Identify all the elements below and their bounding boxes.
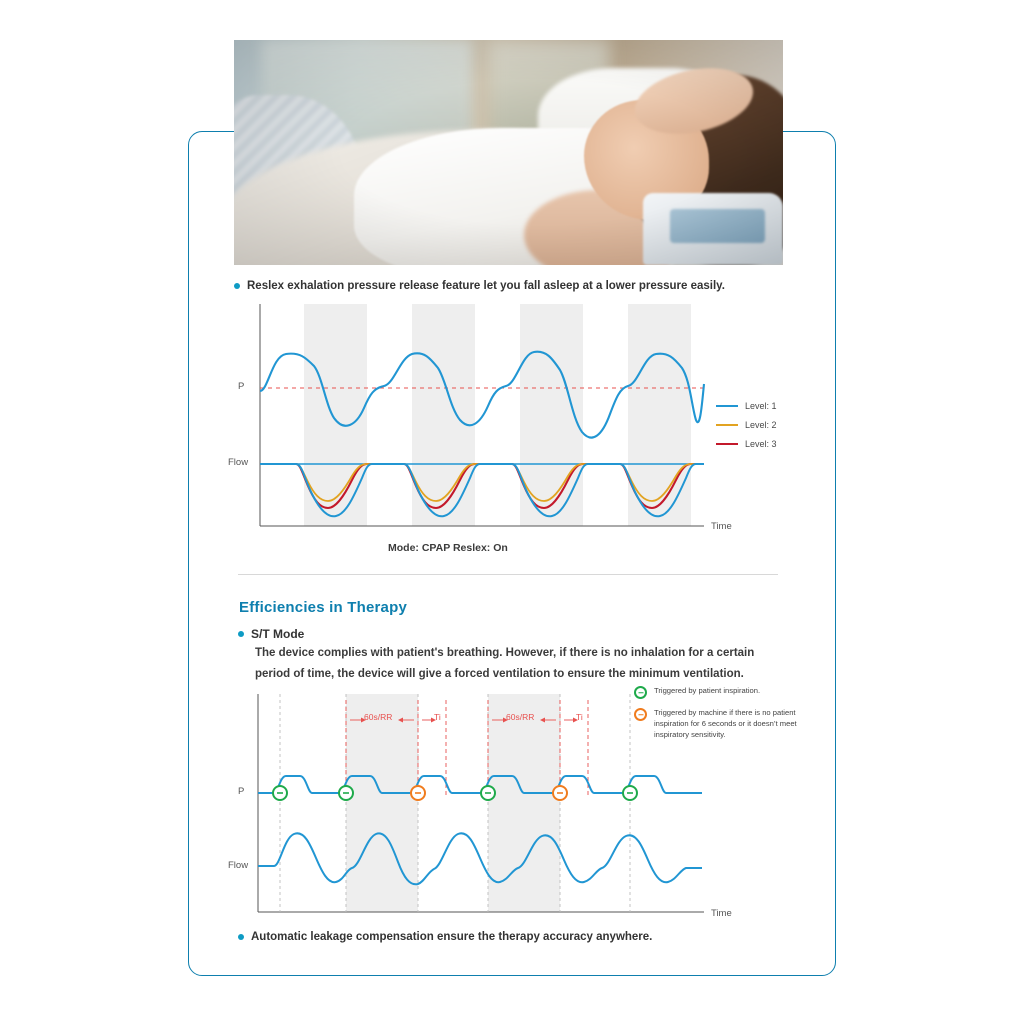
- marker-machine-trigger-1: [411, 786, 425, 800]
- bullet-dot-icon: [234, 283, 240, 289]
- reslex-chart-svg: [234, 296, 794, 546]
- marker-patient-trigger-2: [339, 786, 353, 800]
- st-mode-label: S/T Mode: [251, 627, 305, 641]
- bullet-st-mode: [238, 626, 304, 643]
- legend-item-level1: [716, 401, 777, 411]
- st-mode-chart: [228, 686, 804, 933]
- annotation-60s-rr-1: 60s/RR: [364, 712, 393, 722]
- legend-label-level1: Level: 1: [745, 401, 777, 411]
- legend-label-level2: Level: 2: [745, 420, 777, 430]
- marker-patient-trigger-3: [481, 786, 495, 800]
- note-machine-trigger-text: Triggered by machine if there is no patient inspiration for 6 seconds or it doesn’t meet inspiratory sensitivity.: [654, 708, 797, 739]
- bullet-leakage-text: Automatic leakage compensation ensure the therapy accuracy anywhere.: [251, 931, 653, 943]
- hero-vignette: [234, 40, 783, 265]
- bullet-reslex-text: Reslex exhalation pressure release feature let you fall asleep at a lower pressure easily.: [247, 280, 725, 292]
- chart1-xlabel-time: Time: [711, 521, 732, 532]
- st-mode-notes: [634, 685, 809, 748]
- legend-swatch-level2: [716, 424, 738, 426]
- legend-item-level3: [716, 439, 777, 449]
- chart2-ylabel-pressure: P: [238, 786, 245, 797]
- shaded-bands: [304, 304, 691, 526]
- st-mode-paragraph: The device complies with patient's breathing. However, if there is no inhalation for a certain period of time, the device will give a forced ventilation to ensure the minimum ventilation.: [255, 647, 755, 681]
- marker-patient-trigger-1: [273, 786, 287, 800]
- bullet-reslex: [234, 278, 794, 295]
- hero-photo: [234, 40, 783, 265]
- st-guide-lines: [280, 694, 630, 912]
- chart1-caption: Mode: CPAP Reslex: On: [388, 542, 508, 554]
- legend-swatch-level1: [716, 405, 738, 407]
- st-shaded-bands: [346, 694, 560, 912]
- chart2-xlabel-time: Time: [711, 908, 732, 919]
- annotation-ti-2: Ti: [576, 712, 583, 722]
- patient-trigger-icon: [634, 686, 647, 699]
- chart2-ylabel-flow: Flow: [228, 860, 249, 871]
- bullet-dot-icon: [238, 934, 244, 940]
- note-machine-trigger: [634, 707, 809, 740]
- reslex-chart: [228, 296, 794, 556]
- legend-label-level3: Level: 3: [745, 439, 777, 449]
- chart1-ylabel-pressure: P: [238, 381, 245, 392]
- section-divider: [238, 574, 778, 575]
- marker-patient-trigger-4: [623, 786, 637, 800]
- note-patient-trigger: [634, 685, 809, 699]
- legend-item-level2: [716, 420, 777, 430]
- chart1-ylabel-flow: Flow: [228, 457, 249, 468]
- legend-swatch-level3: [716, 443, 738, 445]
- section-title-efficiencies: Efficiencies in Therapy: [239, 599, 407, 616]
- marker-machine-trigger-2: [553, 786, 567, 800]
- annotation-60s-rr-2: 60s/RR: [506, 712, 535, 722]
- bullet-leakage: [238, 929, 652, 946]
- annotation-ti-1: Ti: [434, 712, 441, 722]
- chart1-legend: [716, 401, 777, 458]
- note-patient-trigger-text: Triggered by patient inspiration.: [654, 686, 761, 695]
- st-flow-curve: [258, 833, 702, 884]
- bullet-dot-icon: [238, 631, 244, 637]
- machine-trigger-icon: [634, 708, 647, 721]
